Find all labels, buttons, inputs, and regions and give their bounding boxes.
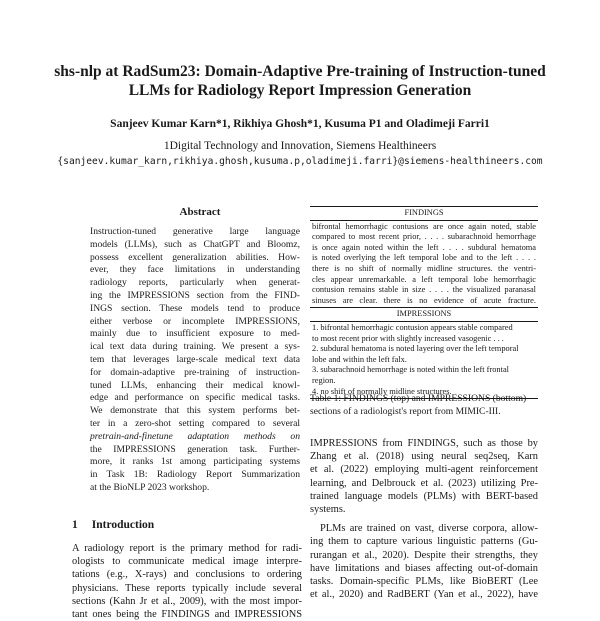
body-line: et al., 2020) and RadBERT (Yan et al., 2022), have: [310, 589, 538, 601]
section-title: Introduction: [91, 519, 155, 531]
introduction-text: [72, 542, 302, 621]
abstract-line: the IMPRESSIONS generation task. Further-: [90, 443, 300, 455]
findings-cell: [310, 221, 538, 308]
impressions-line: lobe and within the left falx.: [312, 354, 407, 364]
findings-header: FINDINGS: [404, 208, 444, 217]
intro-line: physicians. These reports typically include several: [72, 582, 302, 594]
impressions-cell: [310, 322, 538, 398]
abstract-line: radiology reports, particularly when generat-: [90, 277, 300, 289]
impressions-line: 1. bifrontal hemorrhagic contusion appears stable compared: [312, 322, 513, 332]
paper-title-line-1: shs-nlp at RadSum23: Domain-Adaptive Pre-training of Instruction-tuned: [54, 63, 546, 80]
paragraph: [310, 437, 538, 516]
abstract-line: We demonstrate that this system performs bet-: [90, 405, 300, 417]
body-text-right: [310, 437, 538, 601]
paper-title: [40, 62, 560, 100]
intro-line: sections (Kahn Jr et al., 2009), with the most impor-: [72, 595, 302, 607]
section-heading: [72, 519, 154, 531]
body-line: Zhang et al. (2018) using neural seq2seq, Karn: [310, 451, 538, 463]
abstract-line: ical text data during training. We present a sys-: [90, 341, 300, 353]
paper-title-line-2: LLMs for Radiology Report Impression Generation: [128, 82, 472, 99]
findings-line: contusion remains stable in size . . . . the visualized paranasal: [312, 285, 536, 295]
impressions-header: IMPRESSIONS: [396, 309, 452, 319]
abstract-line: at the BioNLP 2023 workshop.: [90, 481, 210, 493]
abstract-line: tem that leverages large-scale medical text data: [90, 353, 300, 365]
table-caption: [310, 393, 538, 419]
impressions-line: 3. subarachnoid hemorrhage is noted within the left frontal: [312, 365, 509, 375]
body-line: rurangan et al., 2020). Despite their strengths, they: [310, 549, 538, 561]
abstract-line: more, it ranks 1st among participating systems: [90, 456, 300, 468]
table-1: [310, 206, 538, 399]
abstract-line: for domain-adaptive pre-training of instruction-: [90, 366, 300, 378]
abstract-line: mainly due to insufficient exposure to med-: [90, 328, 300, 340]
body-line: tasks. Domain-specific PLMs, like BioBERT (Lee: [310, 576, 538, 588]
caption-line-2: sections of a radiologist's report from MIMIC-III.: [310, 405, 501, 417]
impressions-line: 4. no shift of normally midline structures.: [312, 386, 452, 396]
abstract-line: pretrain-and-finetune adaptation methods on: [90, 430, 300, 442]
intro-line: ologists to communicate medical image interpre-: [72, 556, 302, 568]
findings-line: cles appear unremarkable. a left temporal lobe hemorrhagic: [312, 274, 536, 284]
abstract-heading: Abstract: [179, 206, 221, 218]
abstract-line: in Task 1B: Radiology Report Summarization: [90, 469, 300, 481]
findings-line: there is no shift of normally midline structures. the ventri-: [312, 263, 536, 273]
abstract-line: ing the IMPRESSIONS section from the FIND-: [90, 289, 300, 301]
body-line: PLMs are trained on vast, diverse corpora, allow-: [320, 523, 538, 535]
author-emails: {sanjeev.kumar_karn,rikhiya.ghosh,kusuma.p,oladimeji.farri}@siemens-healthineers.com: [57, 156, 543, 167]
impressions-line: 2. subdural hematoma is noted layering over the left temporal: [312, 344, 519, 354]
body-line: IMPRESSIONS from FINDINGS, such as those by: [310, 438, 538, 449]
body-line: trained language models (PLMs) with BERT-based: [310, 490, 538, 502]
findings-line: is noted overlying the left temporal lobe and to the left . . . .: [312, 253, 536, 263]
abstract-line: either verbose or incomplete IMPRESSIONS,: [90, 315, 300, 327]
caption-line-1: Table 1: FINDINGS (top) and IMPRESSIONS (bottom): [310, 393, 527, 404]
abstract-line: tuned LLMs, enhancing their medical knowl-: [90, 379, 300, 391]
body-line: ing them to capture various linguistic patterns (Gu-: [310, 536, 538, 548]
impressions-line: to most recent prior with slightly increased vasogenic . . .: [312, 333, 504, 343]
author-list: Sanjeev Kumar Karn*1, Rikhiya Ghosh*1, Kusuma P1 and Oladimeji Farri1: [110, 118, 490, 130]
body-line: learning, and Delbrouck et al. (2023) utilizing Pre-: [310, 477, 538, 489]
impressions-line: region.: [312, 375, 336, 385]
abstract-text: [90, 226, 300, 495]
abstract-line: models (LLMs), such as ChatGPT and Bloomz,: [90, 238, 300, 250]
abstract-line: edge and performance on specific medical tasks.: [90, 392, 300, 404]
findings-line: is once again noted within the left . . . . subdural hematoma: [312, 242, 536, 252]
intro-line: tations (e.g., X-rays) and conclusions to ordering: [72, 569, 302, 581]
findings-line: bifrontal hemorrhagic contusions are once again noted, stable: [312, 221, 536, 231]
body-line: systems.: [310, 504, 346, 516]
body-line: have limitations and biases affecting out-of-domain: [310, 562, 538, 574]
abstract-line: Instruction-tuned generative large language: [90, 226, 300, 237]
affiliation: 1Digital Technology and Innovation, Siemens Healthineers: [163, 140, 437, 152]
abstract-line: possess excellent generalization abilities. How-: [90, 251, 300, 263]
paragraph: [310, 522, 538, 601]
abstract-line: INGS section. These models tend to produce: [90, 302, 300, 314]
intro-line: A radiology report is the primary method for radi-: [72, 543, 302, 554]
section-number: 1: [72, 519, 78, 531]
abstract-line: ever, they face limitations in understanding: [90, 264, 300, 276]
body-line: et al. (2022) employing multi-agent reinforcement: [310, 464, 538, 476]
abstract-line: ter in a zero-shot setting compared to several: [90, 417, 300, 429]
findings-line: compared to most recent prior, . . . . subarachnoid hemorrhage: [312, 232, 536, 242]
findings-line: sinuses are clear. there is no evidence of acute fracture.: [312, 295, 536, 305]
intro-line: tant ones being the FINDINGS and IMPRESSIONS: [72, 609, 302, 621]
